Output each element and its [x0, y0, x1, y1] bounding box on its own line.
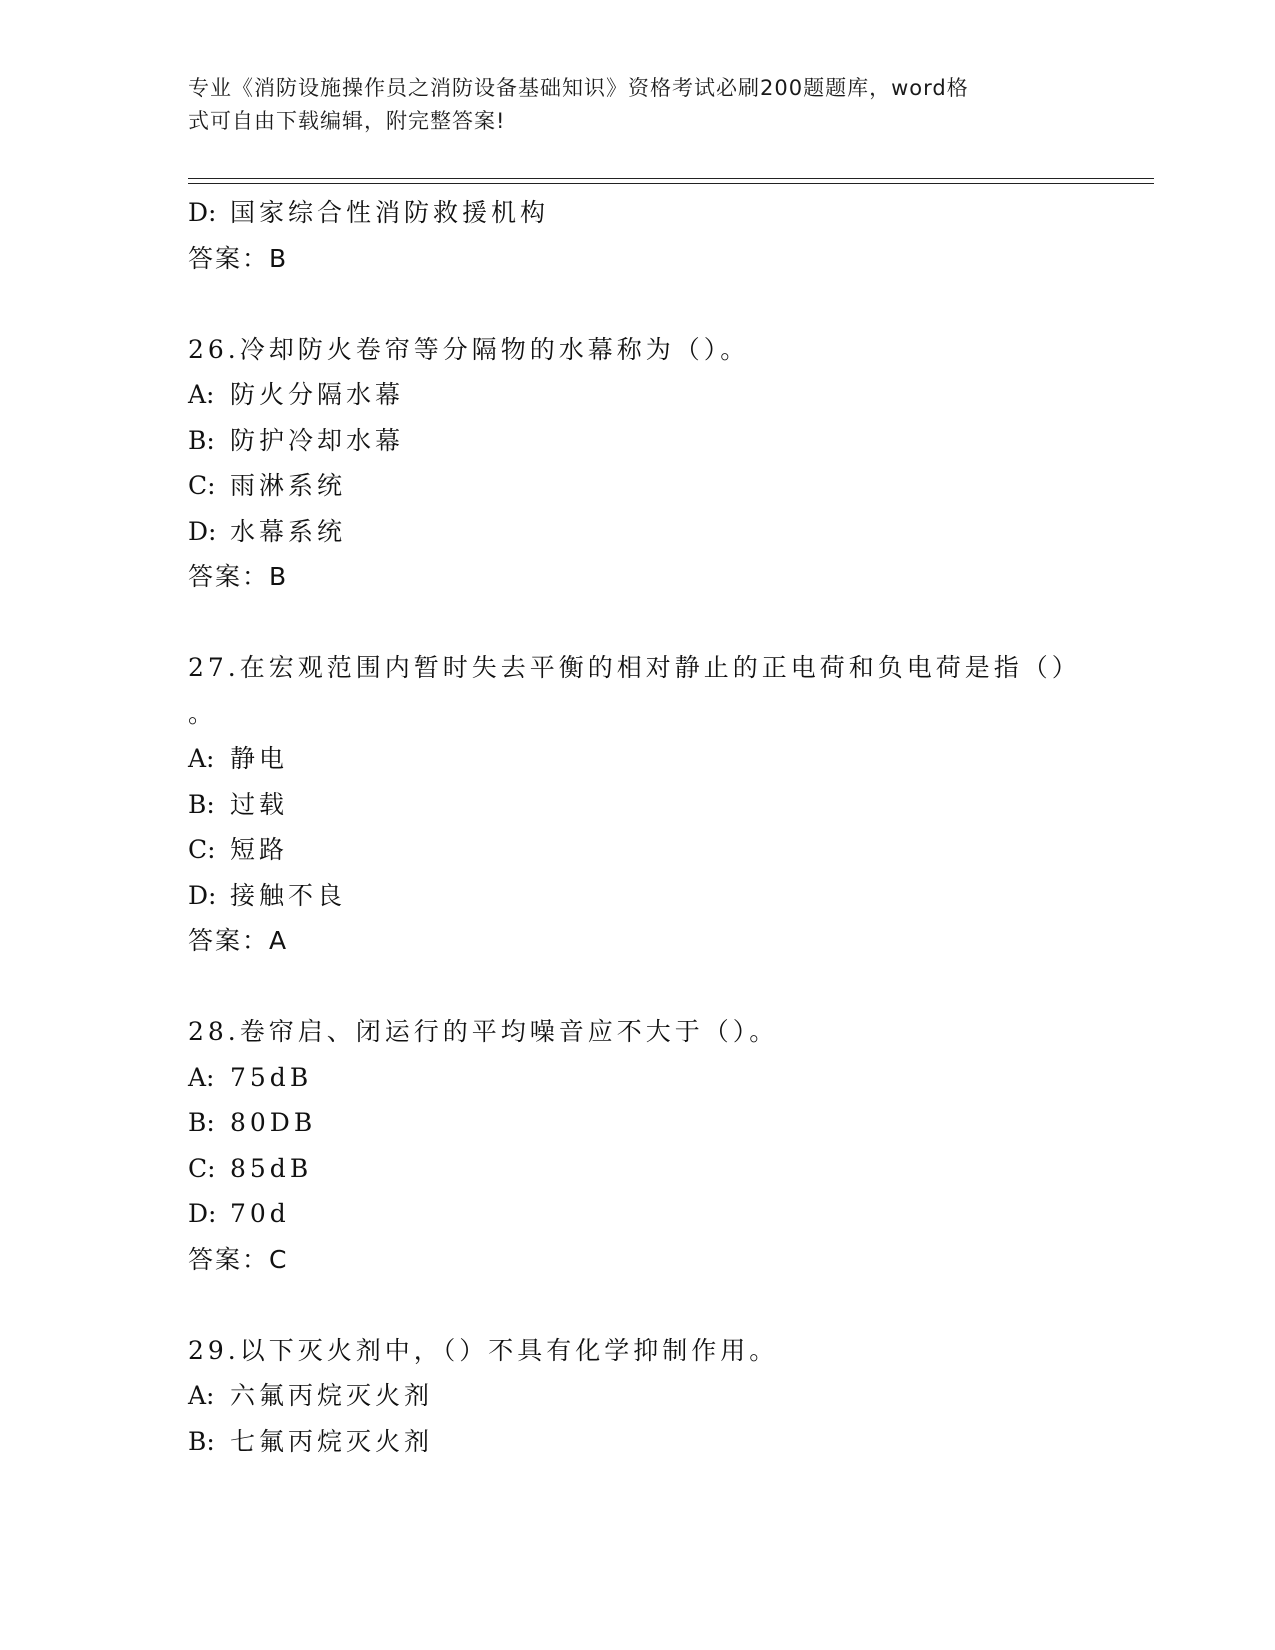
carry-over-answer: 答案：B — [188, 243, 289, 273]
option-label: D: — [188, 516, 217, 546]
option-d — [188, 873, 1088, 919]
spacer — [188, 281, 1088, 327]
option-text: 过载 — [230, 789, 289, 819]
option-a — [188, 1055, 1088, 1101]
option-text: 防护冷却水幕 — [230, 425, 405, 455]
question-stem — [188, 327, 1088, 373]
option-a — [188, 1373, 1088, 1419]
option-label: D: — [188, 198, 217, 227]
option-c — [188, 827, 1088, 873]
question-answer: 答案：B — [188, 562, 289, 591]
option-label: A: — [188, 1062, 215, 1092]
option-label: A: — [188, 1381, 215, 1410]
option-text: 水幕系统 — [230, 516, 347, 546]
option-label: B: — [188, 789, 215, 819]
question-28 — [188, 1009, 1088, 1282]
option-c — [188, 463, 1088, 509]
question-answer: 答案：C — [188, 1244, 289, 1274]
option-b — [188, 1100, 1088, 1146]
document-header — [188, 72, 1068, 138]
option-text: 85dB — [230, 1153, 313, 1183]
option-label: C: — [188, 1153, 216, 1183]
spacer — [188, 964, 1088, 1010]
option-a — [188, 372, 1088, 418]
header-line-2: 式可自由下载编辑，附完整答案! — [188, 109, 506, 133]
option-text: 防火分隔水幕 — [230, 380, 405, 409]
option-label: C: — [188, 471, 216, 500]
option-label: A: — [188, 380, 215, 409]
option-label: C: — [188, 835, 216, 864]
question-stem-text: 26.冷却防火卷帘等分隔物的水幕称为（）。 — [188, 334, 750, 364]
option-text: 75dB — [230, 1062, 313, 1092]
option-d — [188, 509, 1088, 555]
option-text: 接触不良 — [230, 880, 347, 910]
option-text: 雨淋系统 — [230, 471, 347, 500]
question-answer: 答案：A — [188, 926, 289, 955]
option-a — [188, 736, 1088, 782]
option-text: 国家综合性消防救援机构 — [230, 198, 550, 227]
option-text: 六氟丙烷灭火剂 — [230, 1381, 434, 1410]
header-line-1: 专业《消防设施操作员之消防设备基础知识》资格考试必刷200题题库，word格 — [188, 76, 969, 100]
question-stem-text: 28.卷帘启、闭运行的平均噪音应不大于（）。 — [188, 1017, 779, 1046]
option-label: D: — [188, 880, 217, 910]
option-label: B: — [188, 425, 215, 455]
question-27 — [188, 645, 1088, 964]
option-label: B: — [188, 1426, 215, 1456]
option-d — [188, 1191, 1088, 1237]
option-b — [188, 782, 1088, 828]
question-stem-continuation: 。 — [188, 698, 218, 728]
header-rule-top — [188, 178, 1154, 179]
option-text: 七氟丙烷灭火剂 — [230, 1426, 434, 1456]
option-c — [188, 1146, 1088, 1192]
question-stem — [188, 645, 1088, 736]
question-29 — [188, 1328, 1088, 1465]
option-text: 静电 — [230, 744, 289, 773]
spacer — [188, 600, 1088, 646]
option-text: 短路 — [230, 835, 289, 864]
question-26 — [188, 327, 1088, 600]
option-b — [188, 1419, 1088, 1465]
question-stem-text: 29.以下灭火剂中，（）不具有化学抑制作用。 — [188, 1335, 779, 1365]
document-body — [188, 190, 1088, 1464]
carry-over-option-d — [188, 190, 1088, 236]
question-stem-text: 27.在宏观范围内暂时失去平衡的相对静止的正电荷和负电荷是指（） — [188, 653, 1081, 682]
option-text: 80DB — [230, 1108, 317, 1137]
option-text: 70d — [230, 1199, 290, 1228]
option-label: A: — [188, 744, 215, 773]
option-b — [188, 418, 1088, 464]
option-label: B: — [188, 1108, 215, 1137]
question-stem — [188, 1009, 1088, 1055]
option-label: D: — [188, 1199, 217, 1228]
question-stem — [188, 1328, 1088, 1374]
spacer — [188, 1282, 1088, 1328]
header-rule-bottom — [188, 183, 1154, 184]
